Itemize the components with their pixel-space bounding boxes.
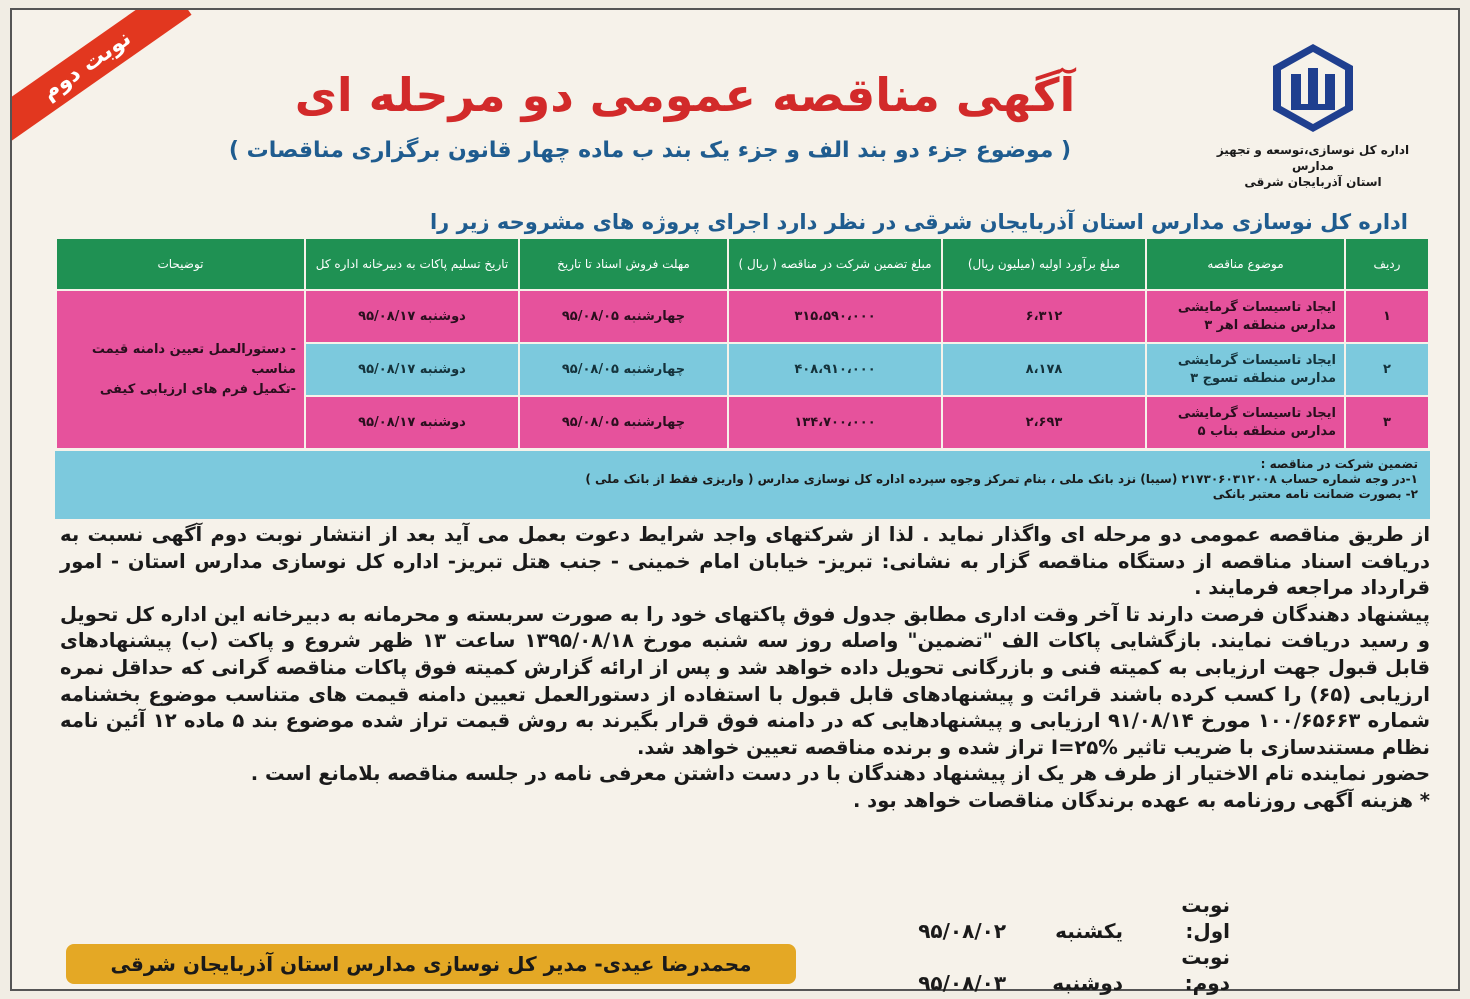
row-subject	[1146, 343, 1345, 396]
page-title: آگهی مناقصه عمومی دو مرحله ای	[294, 68, 1076, 122]
row-subject-line2: مدارس منطقه اهر ۳	[1204, 317, 1336, 333]
intro-line: اداره کل نوسازی مدارس استان آذربایجان شرقی در نظر دارد اجرای پروژه های مشروحه زیر را	[429, 210, 1408, 234]
guarantee-line2: ۲- بصورت ضمانت نامه معتبر بانکی	[1212, 487, 1418, 501]
organization-emblem-icon	[1265, 40, 1361, 136]
header-guarantee: مبلغ تضمین شرکت در مناقصه ( ریال )	[728, 238, 942, 290]
row-subject-line1: ایجاد تاسیسات گرمایشی	[1177, 352, 1336, 368]
organization-name-line2: استان آذربایجان شرقی	[1244, 175, 1382, 189]
second-publication-date: ۹۵/۰۸/۰۳	[918, 971, 1007, 995]
organization-logo-block	[1208, 40, 1418, 190]
first-publication-day: یکشنبه	[1055, 919, 1124, 943]
row-guarantee: ۴۰۸،۹۱۰،۰۰۰	[728, 343, 942, 396]
second-publication-row	[918, 944, 1230, 996]
second-publication-day: دوشنبه	[1052, 971, 1124, 995]
row-submit-date: دوشنبه ۹۵/۰۸/۱۷	[305, 290, 519, 343]
row-subject-line1: ایجاد تاسیسات گرمایشی	[1177, 405, 1336, 421]
header-notes: توضیحات	[56, 238, 305, 290]
header-subject: موضوع مناقصه	[1146, 238, 1345, 290]
row-subject-line2: مدارس منطقه بناب ۵	[1197, 423, 1336, 439]
first-publication-date: ۹۵/۰۸/۰۲	[918, 919, 1007, 943]
guarantee-title: تضمین شرکت در مناقصه :	[1260, 457, 1418, 471]
row-number: ۱	[1345, 290, 1429, 343]
row-number: ۳	[1345, 396, 1429, 449]
organization-name-line1: اداره کل نوسازی،توسعه و تجهیز مدارس	[1216, 143, 1410, 173]
row-estimate: ۲،۶۹۳	[942, 396, 1146, 449]
body-paragraph-3: حضور نماینده تام الاختیار از طرف هر یک از پیشنهاد دهندگان با در دست داشتن معرفی نامه در جلسه مناقصه بلامانع است .	[250, 762, 1430, 786]
publication-dates	[918, 892, 1230, 996]
table-header-row	[56, 238, 1429, 290]
row-subject-line2: مدارس منطقه تسوج ۳	[1190, 370, 1336, 386]
header-row-number: ردیف	[1345, 238, 1429, 290]
row-subject	[1146, 290, 1345, 343]
header-submit-date: تاریخ تسلیم پاکات به دبیرخانه اداره کل	[305, 238, 519, 290]
row-guarantee: ۳۱۵،۵۹۰،۰۰۰	[728, 290, 942, 343]
projects-table	[55, 237, 1430, 450]
first-publication-row	[918, 892, 1230, 944]
body-paragraph-4: * هزینه آگهی روزنامه به عهده برندگان مناقصات خواهد بود .	[852, 788, 1430, 812]
second-publication-label: نوبت دوم:	[1181, 945, 1230, 995]
notes-cell	[56, 290, 305, 449]
signature-footer: محمدرضا عیدی- مدیر کل نوسازی مدارس استان آذربایجان شرقی	[66, 944, 796, 984]
page-subtitle: ( موضوع جزء دو بند الف و جزء یک بند ب ماده چهار قانون برگزاری مناقصات )	[228, 138, 1072, 163]
row-number: ۲	[1345, 343, 1429, 396]
row-guarantee: ۱۳۴،۷۰۰،۰۰۰	[728, 396, 942, 449]
row-subject	[1146, 396, 1345, 449]
row-sale-deadline: چهارشنبه ۹۵/۰۸/۰۵	[519, 290, 728, 343]
row-estimate: ۶،۳۱۲	[942, 290, 1146, 343]
guarantee-box	[55, 451, 1430, 519]
body-paragraph-1: از طریق مناقصه عمومی دو مرحله ای واگذار نماید . لذا از شرکتهای واجد شرایط دعوت بعمل می آید بعد از انتشار نوبت دوم آگهی نسبت به دریافت اسناد مناقصه از دستگاه مناقصه گزار به نشانی: تبریز- خیابان امام خمینی - جنب هتل تبریز- اداره کل نوسازی مدارس استان - امور قرارداد مراجعه فرمایند .	[60, 523, 1430, 600]
row-subject-line1: ایجاد تاسیسات گرمایشی	[1177, 299, 1336, 315]
header-estimate: مبلغ برآورد اولیه (میلیون ریال)	[942, 238, 1146, 290]
notes-line2: -تکمیل فرم های ارزیابی کیفی	[99, 381, 296, 397]
row-submit-date: دوشنبه ۹۵/۰۸/۱۷	[305, 343, 519, 396]
row-sale-deadline: چهارشنبه ۹۵/۰۸/۰۵	[519, 343, 728, 396]
first-publication-label: نوبت اول:	[1181, 893, 1230, 943]
row-sale-deadline: چهارشنبه ۹۵/۰۸/۰۵	[519, 396, 728, 449]
notes-line1: - دستورالعمل تعیین دامنه قیمت مناسب	[91, 341, 296, 377]
ribbon-label: نوبت دوم	[12, 10, 192, 147]
body-paragraph-2: پیشنهاد دهندگان فرصت دارند تا آخر وقت اداری مطابق جدول فوق پاکتهای خود را به صورت سربسته و محرمانه به دبیرخانه این اداره کل تحویل و رسید دریافت نمایند. بازگشایی پاکات الف "تضمین" واصله روز سه شنبه مورخ ۱۳۹۵/۰۸/۱۸ ساعت ۱۳ ظهر شروع و پاکت (ب) پیشنهادهای قابل قبول جهت ارزیابی به کمیته فنی و بازرگانی تحویل داده خواهد شد و پس از ارائه گزارش کمیته فوق پاکات مناقصه گرانی که حداقل نمره ارزیابی (۶۵) را کسب کرده باشند قرائت و پیشنهادهای قابل قبول با استفاده از دستورالعمل تعیین دامنه قیمت های متناسب موضوع بخشنامه شماره ۱۰۰/۶۵۶۶۳ مورخ ۹۱/۰۸/۱۴ ارزیابی و پیشنهادهایی که در دامنه فوق قرار بگیرند به روش قیمت تراز شده موضوع بند ۵ ماده ۱۲ آئین نامه نظام مستندسازی با ضریب تاثیر I=۲۵% تراز شده و برنده مناقصه تعیین خواهد شد.	[60, 602, 1430, 759]
header-sale-deadline: مهلت فروش اسناد تا تاریخ	[519, 238, 728, 290]
guarantee-line1: ۱-در وجه شماره حساب ۲۱۷۳۰۶۰۳۱۲۰۰۸ (سیبا) نزد بانک ملی ، بنام تمرکز وجوه سپرده اداره کل نوسازی مدارس ( واریزی فقط از بانک ملی )	[585, 472, 1418, 486]
body-text	[60, 522, 1430, 815]
row-submit-date: دوشنبه ۹۵/۰۸/۱۷	[305, 396, 519, 449]
table-row	[56, 290, 1429, 343]
row-estimate: ۸،۱۷۸	[942, 343, 1146, 396]
